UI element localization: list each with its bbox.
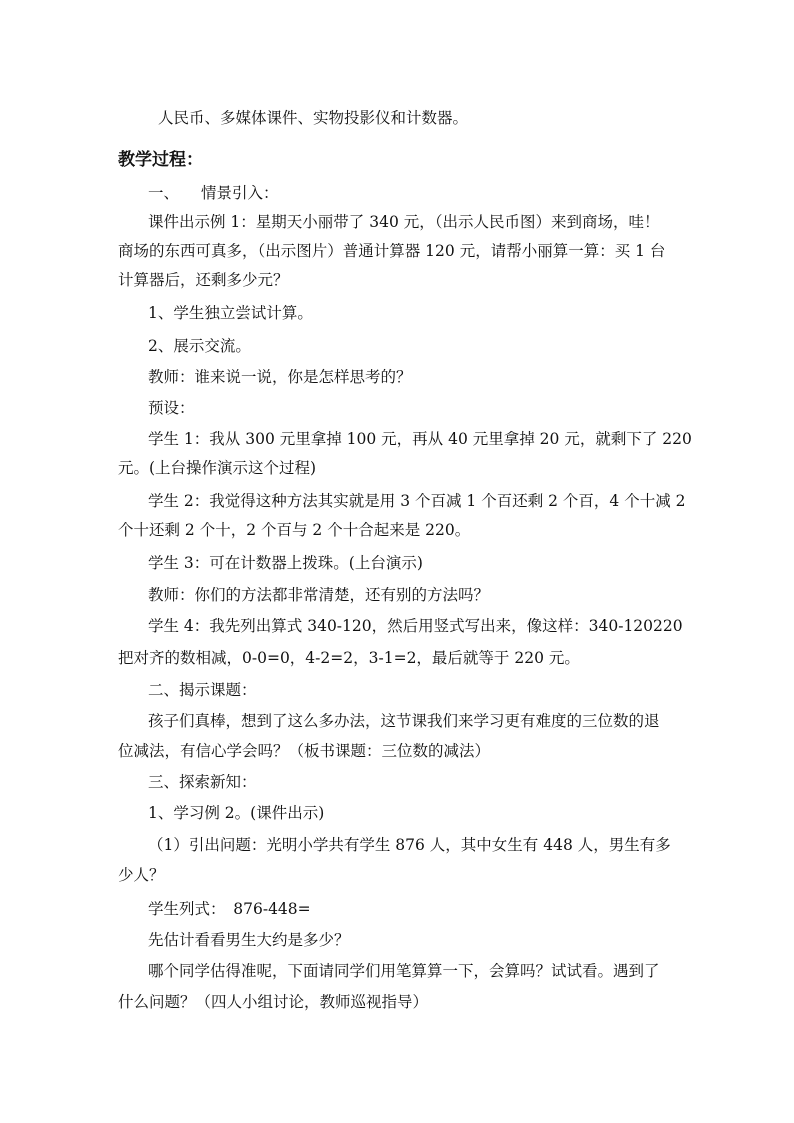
estimate-line: 先估计看看男生大约是多少？ xyxy=(148,931,350,949)
materials-line: 人民币、多媒体课件、实物投影仪和计数器。 xyxy=(158,109,469,127)
question1-line-2: 少人？ xyxy=(118,866,165,884)
student2-line-1: 学生 2：我觉得这种方法其实就是用 3 个百减 1 个百还剩 2 个百，4 个十减 2 xyxy=(148,492,686,510)
teacher-question-2: 教师：你们的方法都非常清楚，还有别的方法吗？ xyxy=(148,586,490,604)
student4-line-2: 把对齐的数相减，0-0=0，4-2=2，3-1=2，最后就等于 220 元。 xyxy=(118,649,580,667)
section1-title: 情景引入： xyxy=(201,184,279,202)
section3-heading: 三、探索新知： xyxy=(148,773,257,791)
formula-line: 学生列式： 876-448= xyxy=(148,900,311,918)
student4-line-1: 学生 4：我先列出算式 340-120，然后用竖式写出来，像这样：340-120220 xyxy=(148,617,683,635)
learn-example2-line: 1、学习例 2。(课件出示) xyxy=(148,804,325,822)
example1-line-1: 课件出示例 1：星期天小丽带了 340 元，（出示人民币图）来到商场，哇！ xyxy=(148,213,660,231)
student2-line-2: 个十还剩 2 个十，2 个百与 2 个十合起来是 220。 xyxy=(118,521,471,539)
teacher-question-1: 教师：谁来说一说，你是怎样思考的？ xyxy=(148,368,412,386)
example1-line-3: 计算器后，还剩多少元？ xyxy=(118,271,289,289)
section2-heading: 二、揭示课题： xyxy=(148,681,257,699)
student3-line: 学生 3：可在计数器上拨珠。(上台演示) xyxy=(148,554,423,572)
topic-line-2: 位减法，有信心学会吗？（板书课题：三位数的减法） xyxy=(118,742,491,760)
preset-label: 预设： xyxy=(148,399,195,417)
topic-line-1: 孩子们真棒，想到了这么多办法，这节课我们来学习更有难度的三位数的退 xyxy=(148,712,660,730)
section1-heading xyxy=(148,183,688,203)
example1-line-2: 商场的东西可真多，（出示图片）普通计算器 120 元，请帮小丽算一算：买 1 台 xyxy=(118,242,666,260)
step1-line: 1、学生独立尝试计算。 xyxy=(148,304,313,322)
calculation-line-1: 哪个同学估得准呢，下面请同学们用笔算算一下，会算吗？试试看。遇到了 xyxy=(148,962,660,980)
step2-line: 2、展示交流。 xyxy=(148,337,251,355)
student1-line-1: 学生 1：我从 300 元里拿掉 100 元，再从 40 元里拿掉 20 元，就剩下了 220 xyxy=(148,430,692,448)
section1-number: 一、 xyxy=(148,184,180,202)
student1-line-2: 元。(上台操作演示这个过程) xyxy=(118,459,317,477)
calculation-line-2: 什么问题？（四人小组讨论，教师巡视指导） xyxy=(118,993,429,1011)
process-heading: 教学过程： xyxy=(118,150,203,170)
question1-line-1: （1）引出问题：光明小学共有学生 876 人，其中女生有 448 人，男生有多 xyxy=(148,836,671,854)
